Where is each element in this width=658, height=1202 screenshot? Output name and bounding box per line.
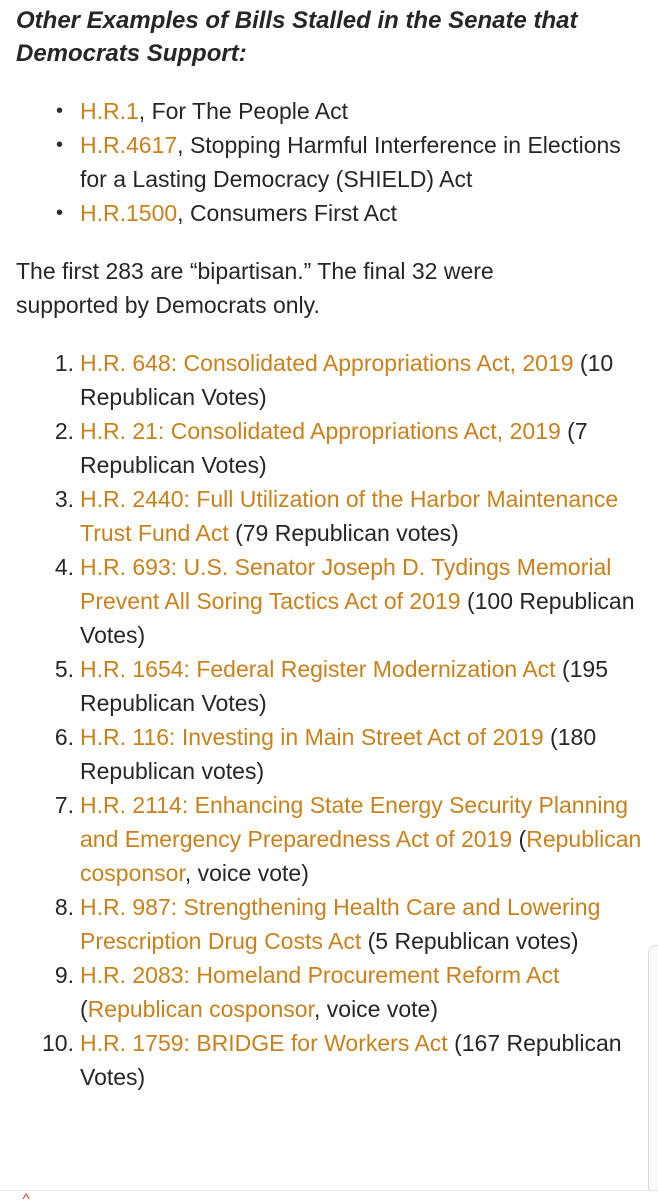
paren-open: ( (228, 520, 243, 546)
paren-open: ( (555, 656, 570, 682)
examples-list (16, 94, 646, 230)
bill-title: , Stopping Harmful Interference in Elections for a Lasting Democracy (SHIELD) Act (80, 132, 621, 192)
list-item (54, 414, 646, 482)
cosponsor-link[interactable]: Republican cosponsor (87, 996, 314, 1022)
bills-list (16, 346, 646, 1094)
item-number: 8. (54, 894, 74, 920)
bill-link[interactable]: H.R. 2083: Homeland Procurement Reform Act (80, 962, 560, 988)
list-item (54, 720, 646, 788)
paren-open: ( (447, 1030, 462, 1056)
scrollbar[interactable] (648, 945, 658, 1201)
list-item (54, 958, 646, 1026)
bill-link[interactable]: H.R. 21: Consolidated Appropriations Act, 2019 (80, 418, 561, 444)
paren-open: ( (543, 724, 558, 750)
paren-open: ( (361, 928, 376, 954)
list-item (56, 128, 646, 196)
list-item (56, 196, 646, 230)
bill-link[interactable]: H.R.1500 (80, 200, 178, 226)
paren-open: ( (80, 996, 88, 1022)
list-item (54, 346, 646, 414)
bullet-icon: • (56, 134, 64, 156)
list-item (42, 1026, 646, 1094)
list-item (56, 94, 646, 128)
item-number: 7. (54, 792, 74, 818)
bottom-toolbar (0, 1190, 658, 1201)
vote-note: , voice vote) (314, 996, 438, 1022)
vote-note: , voice vote) (184, 860, 309, 886)
bill-link[interactable]: H.R. 693: U.S. Senator Joseph D. Tydings Memorial Prevent All Soring Tactics Act of 2019 (80, 554, 612, 614)
bullet-icon: • (56, 100, 64, 122)
bill-link[interactable]: H.R. 116: Investing in Main Street Act of 2019 (80, 724, 544, 750)
item-number: 2. (54, 418, 74, 444)
item-number: 10. (42, 1030, 74, 1056)
article-content (16, 0, 646, 1094)
paren-open: ( (512, 826, 527, 852)
item-number: 5. (54, 656, 74, 682)
vote-note: 79 Republican votes) (242, 520, 459, 546)
bullet-icon: • (56, 202, 64, 224)
arrow-icon (22, 1192, 30, 1200)
bill-link[interactable]: H.R. 1654: Federal Register Modernization Act (80, 656, 556, 682)
list-item (54, 550, 646, 652)
item-number: 6. (54, 724, 74, 750)
list-item (54, 482, 646, 550)
item-number: 4. (54, 554, 74, 580)
bill-title: , Consumers First Act (177, 200, 397, 226)
vote-note: 180 Republican votes) (80, 724, 597, 784)
bill-link[interactable]: H.R. 987: Strengthening Health Care and Lowering Prescription Drug Costs Act (80, 894, 601, 954)
item-number: 1. (54, 350, 74, 376)
item-number: 9. (54, 962, 74, 988)
vote-note: 167 Republican Votes) (80, 1030, 622, 1090)
bill-link[interactable]: H.R. 1759: BRIDGE for Workers Act (80, 1030, 448, 1056)
bill-link[interactable]: H.R.1 (80, 98, 139, 124)
vote-note: 195 Republican Votes) (80, 656, 609, 716)
cosponsor-link[interactable]: Republican cosponsor (80, 826, 642, 886)
item-number: 3. (54, 486, 74, 512)
bill-link[interactable]: H.R.4617 (80, 132, 178, 158)
vote-note: 7 Republican Votes) (80, 418, 588, 478)
list-item (54, 890, 646, 958)
list-item (54, 652, 646, 720)
share-icon[interactable] (22, 1192, 30, 1200)
vote-note: 5 Republican votes) (375, 928, 579, 954)
bill-link[interactable]: H.R. 648: Consolidated Appropriations Act, 2019 (80, 350, 574, 376)
bill-link[interactable]: H.R. 2440: Full Utilization of the Harbor Maintenance Trust Fund Act (80, 486, 619, 546)
vote-note: 10 Republican Votes) (80, 350, 614, 410)
bill-link[interactable]: H.R. 2114: Enhancing State Energy Security Planning and Emergency Preparedness Act of 2019 (80, 792, 629, 852)
list-item (54, 788, 646, 890)
vote-note: 100 Republican Votes) (80, 588, 635, 648)
paren-open: ( (460, 588, 475, 614)
paren-open: ( (560, 418, 575, 444)
section-heading: Other Examples of Bills Stalled in the Senate that Democrats Support: (16, 7, 578, 67)
paren-open: ( (573, 350, 588, 376)
bill-title: , For The People Act (138, 98, 349, 124)
intro-paragraph: The first 283 are “bipartisan.” The final 32 were supported by Democrats only. (16, 258, 494, 318)
